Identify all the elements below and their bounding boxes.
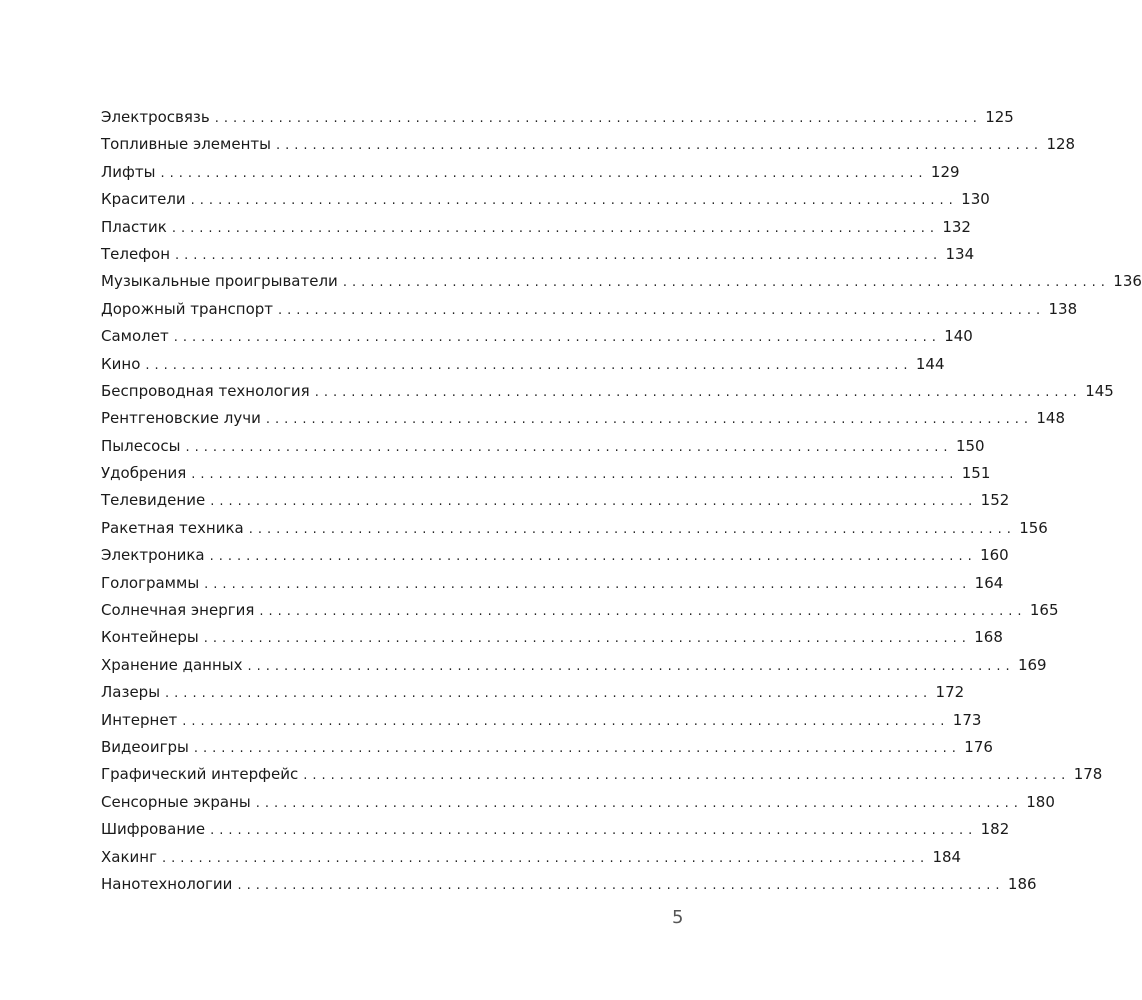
toc-entry[interactable] bbox=[101, 570, 1004, 597]
table-of-contents bbox=[101, 104, 1142, 898]
toc-entry-page: 148 bbox=[1036, 409, 1066, 428]
toc-dot-leader: .................................................................................... bbox=[171, 220, 939, 236]
toc-entry-page: 132 bbox=[942, 217, 971, 236]
toc-entry-title: Рентгеновские лучи bbox=[101, 409, 261, 428]
toc-dot-leader: .................................................................................... bbox=[248, 521, 1016, 537]
toc-entry-title: Электроника bbox=[101, 546, 205, 565]
toc-entry-title: Кино bbox=[101, 354, 141, 373]
toc-entry-page: 173 bbox=[952, 710, 982, 729]
toc-entry-title: Телевидение bbox=[101, 491, 206, 510]
toc-entry-title: Лазеры bbox=[101, 683, 161, 702]
toc-dot-leader: .................................................................................... bbox=[303, 768, 1071, 784]
toc-entry[interactable] bbox=[101, 268, 1142, 295]
toc-entry-page: 152 bbox=[980, 491, 1010, 510]
toc-entry[interactable] bbox=[101, 871, 1037, 898]
toc-entry[interactable] bbox=[101, 405, 1066, 432]
toc-dot-leader: .................................................................................... bbox=[259, 604, 1027, 620]
toc-dot-leader: .................................................................................... bbox=[204, 576, 972, 592]
toc-dot-leader: .................................................................................... bbox=[182, 713, 950, 729]
toc-entry[interactable] bbox=[101, 241, 975, 268]
toc-entry[interactable] bbox=[101, 761, 1103, 788]
toc-entry[interactable] bbox=[101, 351, 945, 378]
toc-dot-leader: .................................................................................... bbox=[342, 275, 1110, 291]
toc-entry-page: 180 bbox=[1026, 792, 1055, 811]
toc-entry-title: Пылесосы bbox=[101, 436, 181, 455]
toc-dot-leader: .................................................................................... bbox=[185, 439, 953, 455]
toc-entry[interactable] bbox=[101, 323, 973, 350]
toc-entry-title: Нанотехнологии bbox=[101, 874, 233, 893]
toc-entry-page: 160 bbox=[980, 546, 1009, 565]
toc-entry-title: Интернет bbox=[101, 710, 178, 729]
toc-dot-leader: .................................................................................... bbox=[265, 412, 1034, 428]
toc-dot-leader: .................................................................................... bbox=[255, 795, 1023, 811]
toc-entry-title: Хранение данных bbox=[101, 655, 243, 674]
toc-entry-title: Телефон bbox=[101, 244, 171, 263]
toc-dot-leader: .................................................................................... bbox=[214, 111, 982, 126]
toc-entry[interactable] bbox=[101, 652, 1047, 679]
toc-dot-leader: .................................................................................... bbox=[190, 193, 958, 209]
toc-entry[interactable] bbox=[101, 460, 991, 487]
toc-entry-title: Графический интерфейс bbox=[101, 765, 299, 784]
toc-entry[interactable] bbox=[101, 624, 1003, 651]
toc-entry-title: Красители bbox=[101, 190, 186, 209]
toc-entry[interactable] bbox=[101, 816, 1010, 843]
toc-entry-page: 128 bbox=[1046, 135, 1076, 154]
toc-entry[interactable] bbox=[101, 679, 965, 706]
toc-dot-leader: .................................................................................... bbox=[175, 247, 943, 263]
toc-entry-page: 145 bbox=[1085, 381, 1114, 400]
toc-entry-title: Хакинг bbox=[101, 847, 157, 866]
toc-dot-leader: .................................................................................... bbox=[210, 823, 978, 839]
toc-dot-leader: .................................................................................... bbox=[165, 686, 933, 702]
toc-entry[interactable] bbox=[101, 378, 1114, 405]
toc-entry-title: Музыкальные проигрыватели bbox=[101, 272, 338, 291]
toc-dot-leader: .................................................................................... bbox=[278, 302, 1046, 318]
toc-entry-title: Сенсорные экраны bbox=[101, 792, 251, 811]
toc-dot-leader: .................................................................................... bbox=[247, 658, 1015, 674]
toc-entry[interactable] bbox=[101, 296, 1078, 323]
toc-entry-page: 138 bbox=[1048, 299, 1078, 318]
toc-entry-title: Голограммы bbox=[101, 573, 200, 592]
toc-entry[interactable] bbox=[101, 487, 1010, 514]
toc-entry[interactable] bbox=[101, 433, 985, 460]
toc-entry-page: 176 bbox=[964, 737, 993, 756]
toc-entry[interactable] bbox=[101, 542, 1009, 569]
toc-entry-title: Солнечная энергия bbox=[101, 601, 255, 620]
toc-entry-title: Удобрения bbox=[101, 464, 187, 483]
toc-entry-page: 134 bbox=[945, 244, 975, 263]
toc-entry-page: 169 bbox=[1017, 655, 1047, 674]
toc-dot-leader: .................................................................................... bbox=[160, 165, 928, 181]
toc-entry-page: 172 bbox=[935, 683, 965, 702]
toc-dot-leader: .................................................................................... bbox=[237, 877, 1005, 893]
toc-dot-leader: .................................................................................... bbox=[314, 384, 1082, 400]
toc-entry-page: 129 bbox=[930, 162, 960, 181]
toc-entry[interactable] bbox=[101, 131, 1076, 158]
toc-dot-leader: .................................................................................... bbox=[191, 467, 959, 483]
toc-entry-page: 178 bbox=[1073, 765, 1103, 784]
toc-entry-title: Видеоигры bbox=[101, 737, 189, 756]
toc-entry-page: 151 bbox=[961, 464, 991, 483]
toc-entry-page: 125 bbox=[985, 108, 1014, 126]
toc-entry-page: 130 bbox=[961, 190, 990, 209]
toc-entry[interactable] bbox=[101, 159, 960, 186]
toc-entry-title: Контейнеры bbox=[101, 628, 199, 647]
toc-entry[interactable] bbox=[101, 104, 1014, 131]
toc-dot-leader: .................................................................................... bbox=[193, 740, 961, 756]
toc-entry-page: 164 bbox=[974, 573, 1004, 592]
toc-dot-leader: .................................................................................... bbox=[173, 330, 941, 346]
toc-entry-title: Шифрование bbox=[101, 820, 206, 839]
toc-entry-page: 182 bbox=[980, 820, 1010, 839]
toc-dot-leader: .................................................................................... bbox=[161, 850, 930, 866]
toc-dot-leader: .................................................................................... bbox=[203, 631, 971, 647]
toc-entry-page: 168 bbox=[974, 628, 1003, 647]
toc-dot-leader: .................................................................................... bbox=[275, 138, 1044, 154]
toc-entry-title: Лифты bbox=[101, 162, 156, 181]
toc-dot-leader: .................................................................................... bbox=[210, 494, 978, 510]
toc-entry-page: 165 bbox=[1029, 601, 1059, 620]
toc-entry[interactable] bbox=[101, 597, 1059, 624]
toc-dot-leader: .................................................................................... bbox=[209, 549, 977, 565]
toc-entry-page: 150 bbox=[955, 436, 985, 455]
toc-entry[interactable] bbox=[101, 844, 962, 871]
toc-entry[interactable] bbox=[101, 186, 990, 213]
toc-entry-page: 136 bbox=[1113, 272, 1142, 291]
toc-entry-page: 140 bbox=[944, 327, 973, 346]
toc-entry[interactable] bbox=[101, 734, 993, 761]
toc-entry-title: Дорожный транспорт bbox=[101, 299, 274, 318]
toc-entry[interactable] bbox=[101, 515, 1048, 542]
toc-entry-title: Топливные элементы bbox=[101, 135, 271, 154]
toc-entry-page: 186 bbox=[1007, 874, 1037, 893]
toc-entry[interactable] bbox=[101, 707, 982, 734]
toc-entry-title: Электросвязь bbox=[101, 108, 210, 126]
toc-entry-page: 156 bbox=[1019, 518, 1048, 537]
toc-entry-title: Беспроводная технология bbox=[101, 381, 310, 400]
toc-entry[interactable] bbox=[101, 214, 971, 241]
toc-entry-page: 144 bbox=[915, 354, 945, 373]
toc-entry-page: 184 bbox=[932, 847, 962, 866]
toc-entry-title: Пластик bbox=[101, 217, 167, 236]
toc-entry-title: Самолет bbox=[101, 327, 169, 346]
toc-entry[interactable] bbox=[101, 789, 1055, 816]
toc-dot-leader: .................................................................................... bbox=[145, 357, 913, 373]
page-number: 5 bbox=[672, 907, 684, 928]
toc-entry-title: Ракетная техника bbox=[101, 518, 244, 537]
